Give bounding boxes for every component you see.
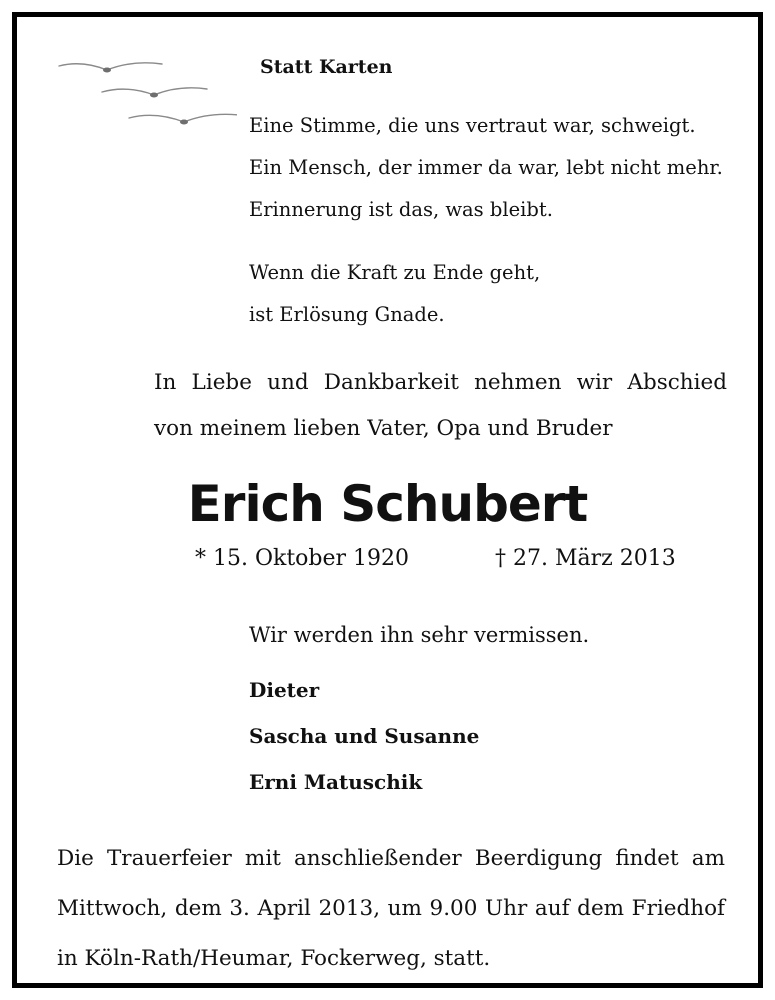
death-date: † 27. März 2013 bbox=[495, 546, 676, 571]
poem-line: Eine Stimme, die uns vertraut war, schweigt. bbox=[249, 114, 696, 137]
birth-date: * 15. Oktober 1920 bbox=[195, 546, 410, 571]
poem-line: Erinnerung ist das, was bleibt. bbox=[249, 198, 553, 221]
poem-stanza-1 bbox=[249, 105, 723, 231]
signer-name: Erni Matuschik bbox=[249, 770, 423, 794]
header-statt-karten: Statt Karten bbox=[260, 56, 393, 78]
intro-text bbox=[154, 360, 727, 452]
poem-line: Wenn die Kraft zu Ende geht, bbox=[249, 261, 541, 284]
poem-line: Ein Mensch, der immer da war, lebt nicht mehr. bbox=[249, 156, 723, 179]
service-line: Die Trauerfeier mit anschließender Beerdigung findet am bbox=[57, 846, 725, 871]
obituary-notice bbox=[12, 12, 763, 988]
funeral-service-info bbox=[57, 834, 725, 984]
service-line: Mittwoch, dem 3. April 2013, um 9.00 Uhr auf dem Friedhof bbox=[57, 896, 725, 921]
signer-name: Sascha und Susanne bbox=[249, 724, 480, 748]
deceased-name: Erich Schubert bbox=[187, 475, 588, 533]
poem-line: ist Erlösung Gnade. bbox=[249, 303, 445, 326]
poem-stanza-2 bbox=[249, 252, 540, 336]
intro-line: In Liebe und Dankbarkeit nehmen wir Abschied bbox=[154, 370, 727, 395]
signer-name: Dieter bbox=[249, 678, 320, 702]
farewell-message: Wir werden ihn sehr vermissen. bbox=[249, 623, 590, 647]
service-line: in Köln-Rath/Heumar, Fockerweg, statt. bbox=[57, 946, 491, 971]
intro-line: von meinem lieben Vater, Opa und Bruder bbox=[154, 416, 613, 441]
flying-birds-icon bbox=[57, 52, 237, 132]
